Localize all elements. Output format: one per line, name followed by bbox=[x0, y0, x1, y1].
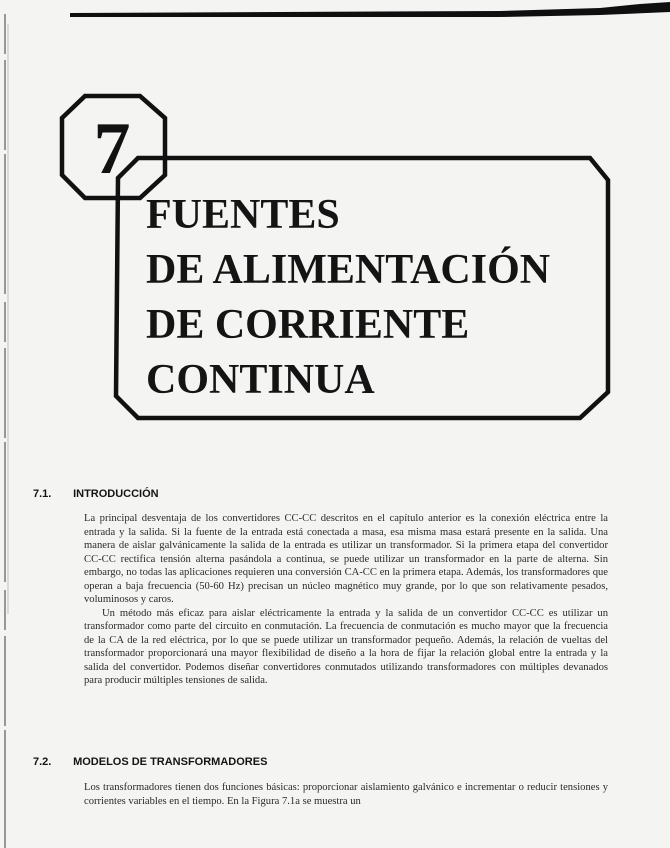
section-title: MODELOS DE TRANSFORMADORES bbox=[73, 756, 268, 768]
chapter-title-line: DE CORRIENTE bbox=[146, 302, 470, 348]
chapter-title-line: CONTINUA bbox=[146, 357, 375, 403]
chapter-title-line: DE ALIMENTACIÓN bbox=[146, 247, 551, 293]
paragraph: Los transformadores tienen dos funciones básicas: proporcionar aislamiento galvánico e incrementar o reducir tensiones y corrientes variables en el tiempo. En la Figura 7.1a se muestra un bbox=[84, 782, 608, 807]
chapter-title-line: FUENTES bbox=[146, 192, 340, 238]
paragraph: La principal desventaja de los convertidores CC-CC descritos en el capítulo anterior es la conexión eléctrica entre la entrada y la salida. Si la fuente de la entrada está conectada a masa, esa misma masa estará presente en la salida. Una manera de aislar galvánicamente la salida de la entrada es utilizar un transformador. Si la primera etapa del convertidor CC-CC rectifica tensión alterna pasándola a continua, se puede utilizar un transformador en la parte de alterna. Sin embargo, no todas las aplicaciones requieren una conversión CA-CC en la primera etapa. Además, los transformadores que operan a baja frecuencia (50-60 Hz) precisan un núcleo magnético muy grande, por lo que son relativamente pesados, voluminosos y caros. bbox=[84, 513, 608, 605]
section-heading bbox=[33, 488, 159, 500]
chapter-title bbox=[146, 188, 550, 408]
section-body bbox=[84, 781, 608, 808]
section-number: 7.1. bbox=[33, 488, 52, 500]
paragraph: Un método más eficaz para aislar eléctricamente la entrada y la salida de un convertidor CC-CC es utilizar un transformador como parte del circuito en conmutación. La frecuencia de conmutación es mucho mayor que la frecuencia de la CA de la red eléctrica, por lo que se puede utilizar un transformador pequeño. Además, la relación de vueltas del transformador proporcionará una mayor flexibilidad de diseño a la hora de fijar la relación global entre la entrada y la salida del convertidor. Podemos diseñar convertidores conmutados utilizando transformadores con múltiples devanados para producir múltiples tensiones de salida. bbox=[84, 607, 608, 686]
chapter-number: 7 bbox=[93, 108, 131, 190]
section-heading bbox=[33, 756, 267, 768]
section-body bbox=[84, 512, 608, 688]
section-title: INTRODUCCIÓN bbox=[73, 488, 159, 500]
section-number: 7.2. bbox=[33, 756, 52, 768]
